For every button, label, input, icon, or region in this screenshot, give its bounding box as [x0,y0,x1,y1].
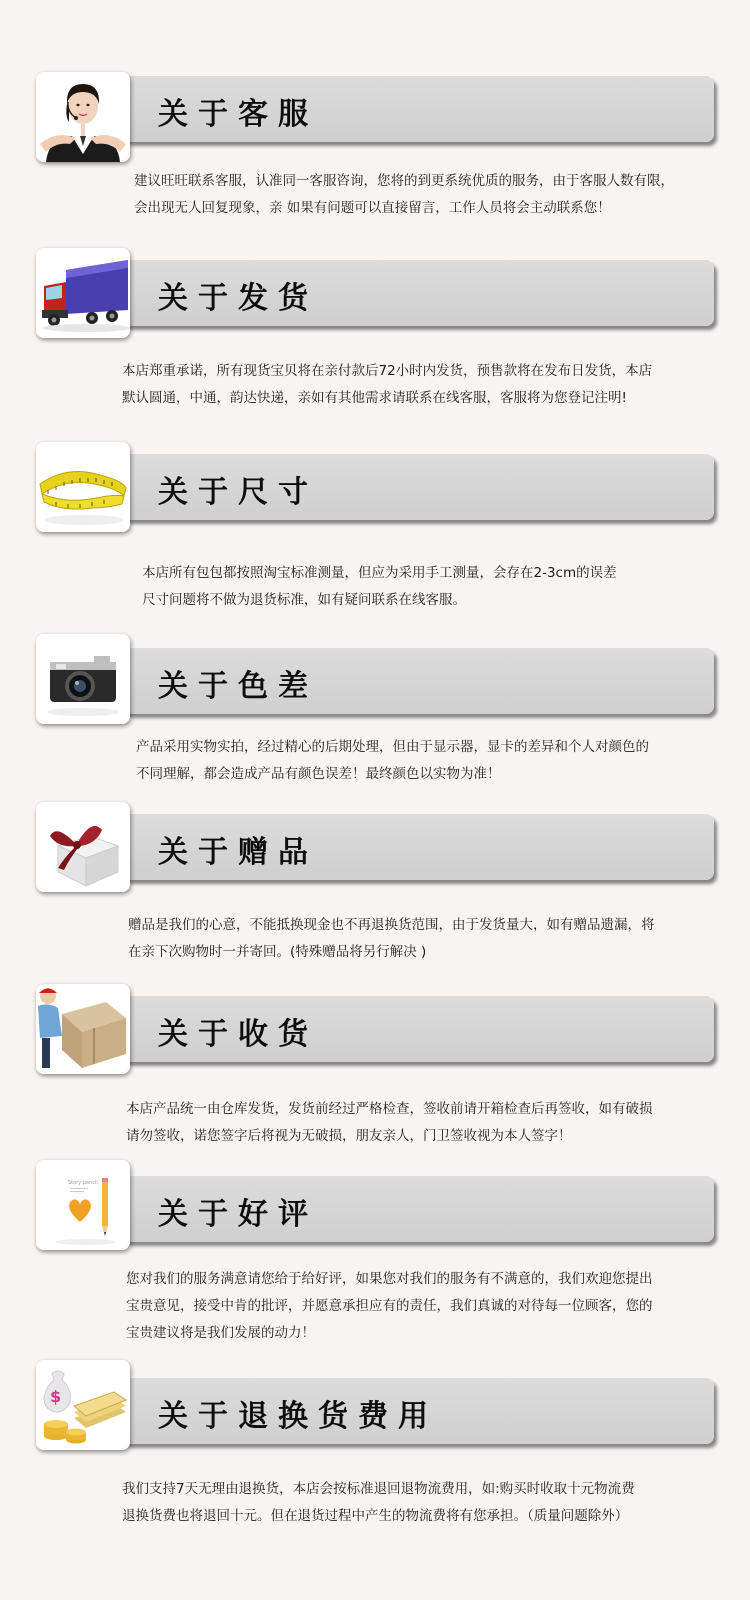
description-line: 本店郑重承诺，所有现货宝贝将在亲付款后72小时内发货，预售款将在发布日发货，本店 [122,363,653,379]
section-description [142,560,617,614]
description-line: 本店所有包包都按照淘宝标准测量，但应为采用手工测量，会存在2-3cm的误差 [142,565,617,581]
heart-and-pencil-icon [36,1160,130,1250]
description-line: 尺寸问题将不做为退货标准，如有疑问联系在线客服。 [142,592,466,608]
icon-caption: Story pencil [68,1180,98,1186]
description-line: 赠品是我们的心意，不能抵换现金也不再退换货范围，由于发货量大，如有赠品遗漏，将 [128,917,655,933]
section-title: 关于色差 [158,669,318,704]
description-line: 不同理解，都会造成产品有颜色误差！最终颜色以实物为准！ [136,766,501,782]
section-banner [122,454,714,520]
section-description [122,358,652,412]
camera-icon [36,634,130,724]
section-description [134,168,674,222]
section-title: 关于发货 [158,281,318,316]
description-line: 本店产品统一由仓库发货，发货前经过严格检查，签收前请开箱检查后再签收，如有破损 [126,1101,653,1117]
section-banner [122,814,714,880]
section-title: 关于收货 [158,1017,318,1052]
section-banner [122,648,714,714]
section-description [126,1096,653,1150]
section-title: 关于退换货费用 [158,1399,438,1434]
section-title: 关于尺寸 [158,475,318,510]
description-line: 我们支持7天无理由退换货，本店会按标准退回退物流费用，如:购买时收取十元物流费 [122,1481,635,1497]
description-line: 产品采用实物实拍，经过精心的后期处理，但由于显示器，显卡的差异和个人对颜色的 [136,739,649,755]
description-line: 默认圆通，中通，韵达快递，亲如有其他需求请联系在线客服，客服将为您登记注明! [122,390,627,406]
description-line: 您对我们的服务满意请您给于给好评，如果您对我们的服务有不满意的，我们欢迎您提出 [126,1271,653,1287]
section-description [128,912,655,966]
delivery-truck-icon [36,248,130,338]
customer-service-agent-icon [36,72,130,162]
section-banner [122,260,714,326]
gift-box-icon [36,802,130,892]
section-title: 关于好评 [158,1197,318,1232]
section-description [126,1266,653,1347]
svg-text:$: $ [50,1387,62,1406]
section-title: 关于赠品 [158,835,318,870]
description-line: 会出现无人回复现象，亲 如果有问题可以直接留言，工作人员将会主动联系您！ [134,200,611,216]
description-line: 建议旺旺联系客服，认准同一客服咨询，您将的到更系统优质的服务，由于客服人数有限， [134,173,674,189]
section-description [122,1476,635,1530]
description-line: 宝贵建议将是我们发展的动力！ [126,1325,315,1341]
section-description [136,734,649,788]
description-line: 在亲下次购物时一并寄回。(特殊赠品将另行解决 ) [128,944,427,960]
section-banner [122,1176,714,1242]
money-bag-and-coins-icon [36,1360,130,1450]
measuring-tape-icon [36,442,130,532]
section-banner [122,76,714,142]
section-banner [122,1378,714,1444]
section-title: 关于客服 [158,97,318,132]
description-line: 请勿签收，诺您签字后将视为无破损，朋友亲人，门卫签收视为本人签字！ [126,1128,572,1144]
section-banner [122,996,714,1062]
courier-with-box-icon [36,984,130,1074]
description-line: 宝贵意见，接受中肯的批评，并愿意承担应有的责任，我们真诚的对待每一位顾客，您的 [126,1298,653,1314]
description-line: 退换货费也将退回十元。但在退货过程中产生的物流费将有您承担。（质量问题除外） [122,1508,629,1524]
